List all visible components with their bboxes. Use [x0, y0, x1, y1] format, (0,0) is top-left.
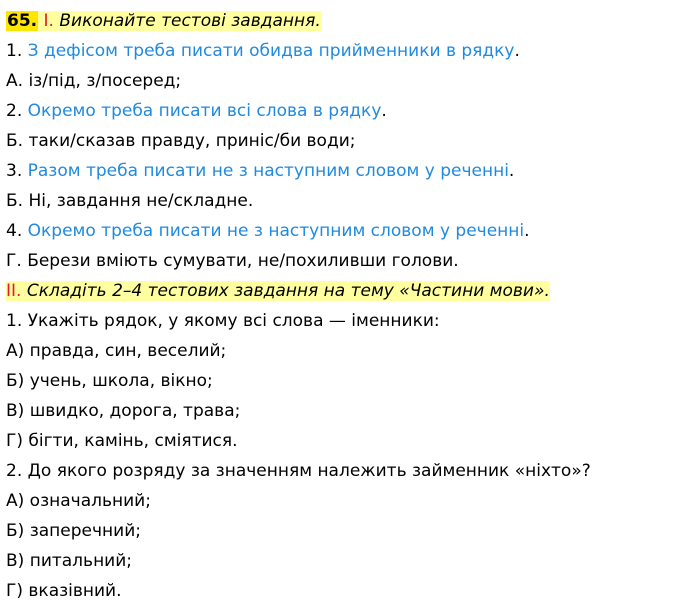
list-item	[6, 126, 687, 156]
item-number: Г)	[6, 431, 23, 451]
item-text: бігти, камінь, сміятися.	[28, 431, 238, 451]
item-text-tail: .	[514, 41, 520, 61]
list-item	[6, 186, 687, 216]
list-item	[6, 66, 687, 96]
item-text: вказівний.	[28, 581, 122, 601]
item-number: А.	[6, 71, 24, 91]
item-text-blue: Окремо треба писати всі слова в рядку	[27, 101, 382, 121]
item-text: заперечний;	[29, 521, 141, 541]
item-text-tail: .	[508, 161, 515, 181]
item-text: із/під, з/посеред;	[28, 71, 182, 91]
list-item	[6, 516, 687, 546]
item-number: Г.	[6, 251, 22, 271]
item-text: Ні, завдання не/складне.	[28, 191, 254, 211]
item-number: 2.	[6, 461, 23, 481]
item-number: 3.	[6, 161, 23, 181]
item-text: означальний;	[29, 491, 151, 511]
item-number: 1.	[6, 311, 23, 331]
list-item	[6, 486, 687, 516]
list-item	[6, 366, 687, 396]
item-number: В)	[6, 401, 25, 421]
list-item	[6, 156, 687, 186]
exercise-heading-2	[6, 276, 687, 306]
item-text-tail: .	[524, 221, 530, 241]
item-text-blue: Разом треба писати не з наступним словом у реченні	[27, 161, 509, 181]
item-number: В)	[6, 551, 25, 571]
list-item	[6, 576, 687, 606]
list-item	[6, 216, 687, 246]
exercise-heading-1	[6, 6, 687, 36]
heading-2-text: Складіть 2–4 тестових завдання на тему «Частини мови».	[26, 281, 550, 301]
item-text-blue: Окремо треба писати не з наступним словом у реченні	[27, 221, 525, 241]
roman-numeral-two: II.	[6, 281, 22, 301]
item-number: Г)	[6, 581, 23, 601]
item-text-tail: .	[381, 101, 387, 121]
item-text: Укажіть рядок, у якому всі слова — іменники:	[27, 311, 440, 331]
list-item	[6, 426, 687, 456]
item-text: Берези вміють сумувати, не/похиливши голови.	[27, 251, 459, 271]
list-item	[6, 36, 687, 66]
list-item	[6, 396, 687, 426]
list-item	[6, 336, 687, 366]
item-number: 4.	[6, 221, 23, 241]
item-number: Б.	[6, 131, 24, 151]
item-number: А)	[6, 341, 25, 361]
item-number: Б.	[6, 191, 24, 211]
list-item	[6, 306, 687, 336]
item-text: швидко, дорога, трава;	[29, 401, 241, 421]
item-number: 2.	[6, 101, 23, 121]
list-item	[6, 96, 687, 126]
item-text: таки/сказав правду, приніс/би води;	[28, 131, 356, 151]
item-text: питальний;	[29, 551, 133, 571]
roman-numeral-one: I.	[43, 11, 54, 31]
item-text-blue: З дефісом треба писати обидва прийменники в рядку	[27, 41, 515, 61]
list-item	[6, 546, 687, 576]
item-number: А)	[6, 491, 25, 511]
exercise-number: 65.	[7, 11, 38, 31]
list-item	[6, 456, 687, 486]
item-text: До якого розряду за значенням належить займенник «ніхто»?	[27, 461, 591, 481]
item-text: учень, школа, вікно;	[29, 371, 213, 391]
item-text: правда, син, веселий;	[29, 341, 227, 361]
list-item	[6, 246, 687, 276]
item-number: Б)	[6, 371, 25, 391]
heading-1-text: Виконайте тестові завдання.	[59, 11, 321, 31]
item-number: Б)	[6, 521, 25, 541]
item-number: 1.	[6, 41, 23, 61]
